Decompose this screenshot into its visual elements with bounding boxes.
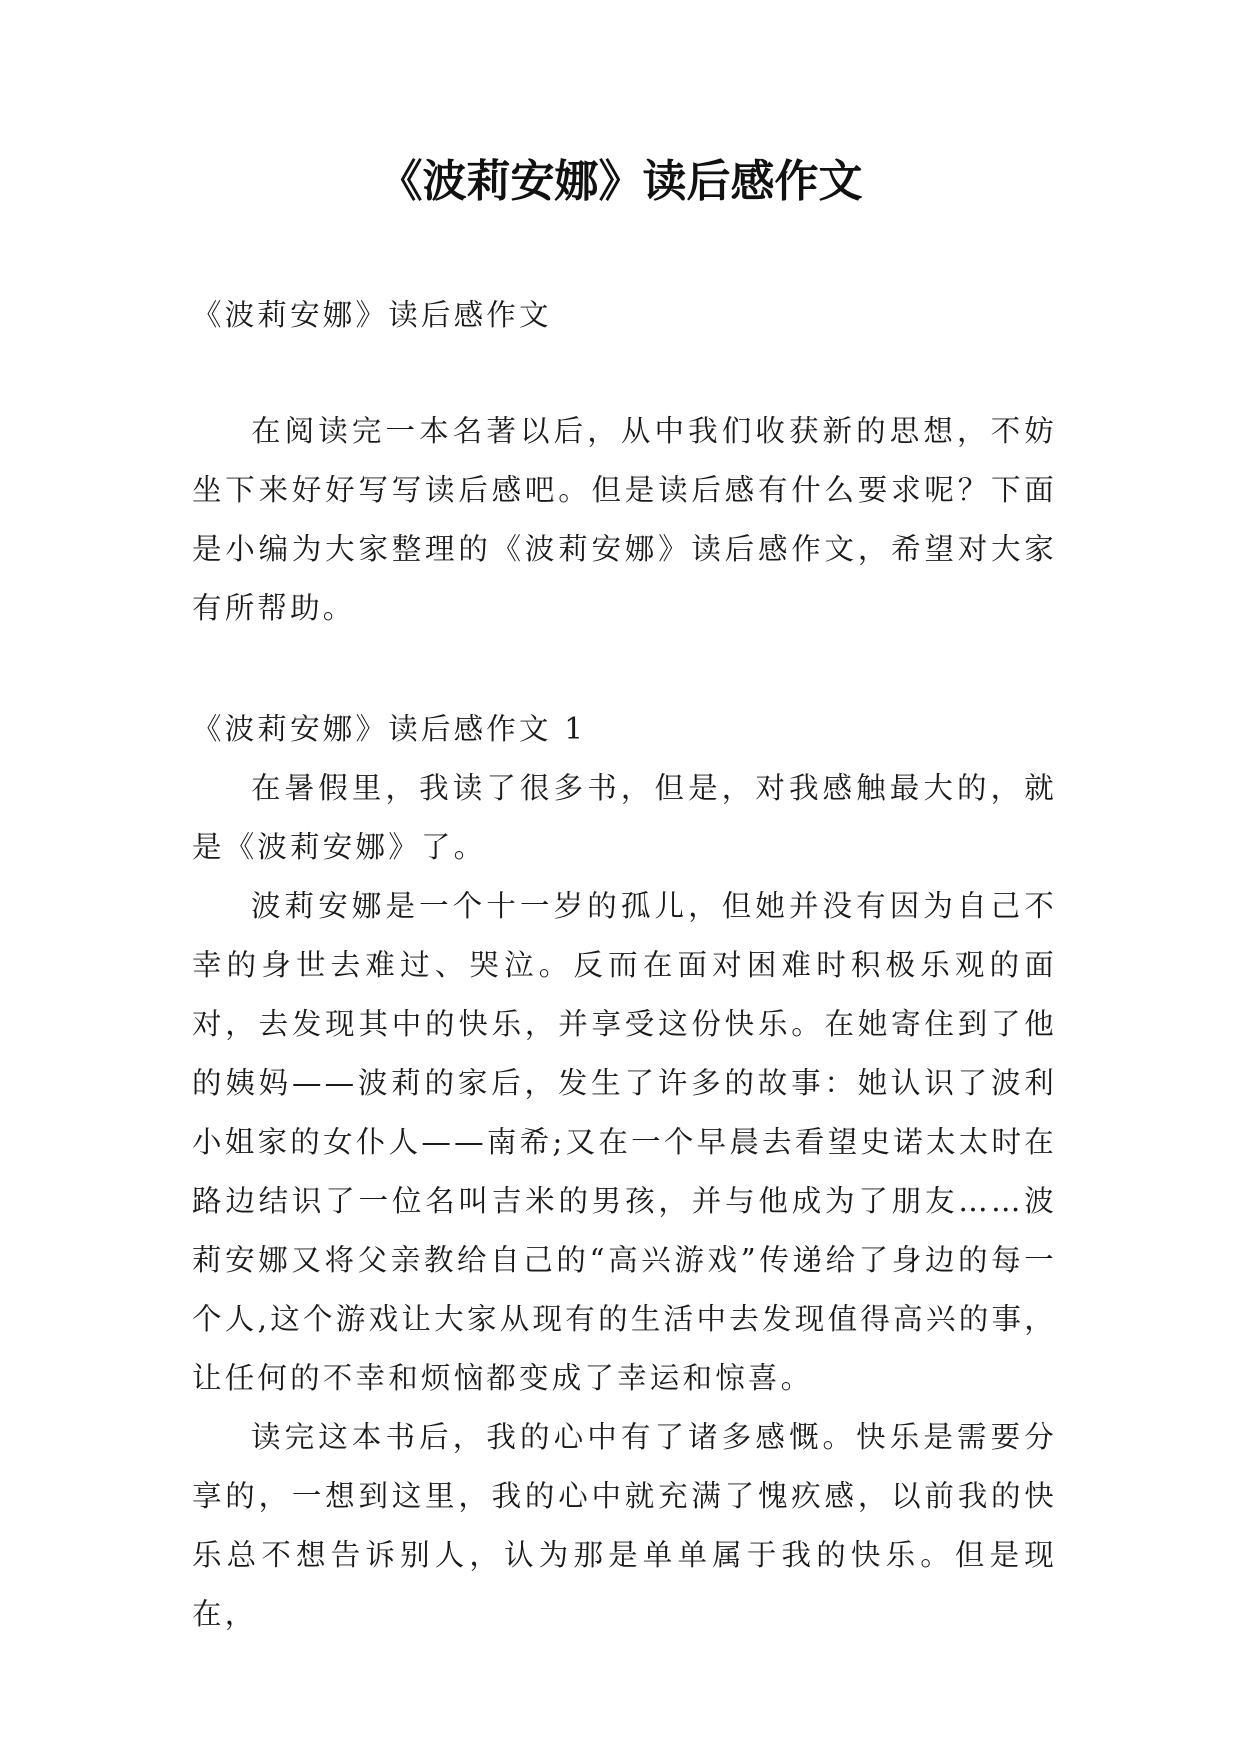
body-paragraph-2: 波莉安娜是一个十一岁的孤儿，但她并没有因为自己不幸的身世去难过、哭泣。反而在面对困难时积极乐观的面对，去发现其中的快乐，并享受这份快乐。在她寄住到了他的姨妈——波莉的家后，发生了许多的故事：她认识了波利小姐家的女仆人——南希;又在一个早晨去看望史诺太太时在路边结识了一位名叫吉米的男孩，并与他成为了朋友……波莉安娜又将父亲教给自己的“高兴游戏”传递给了身边的每一个人,这个游戏让大家从现有的生活中去发现值得高兴的事，让任何的不幸和烦恼都变成了幸运和惊喜。: [192, 889, 1057, 1395]
body-paragraph-3: 读完这本书后，我的心中有了诸多感慨。快乐是需要分享的，一想到这里，我的心中就充满了愧疚感，以前我的快乐总不想告诉别人，认为那是单单属于我的快乐。但是现在，: [192, 1420, 1057, 1631]
intro-section: [192, 402, 1057, 638]
body-paragraph-1: 在暑假里，我读了很多书，但是，对我感触最大的，就是《波莉安娜》了。: [192, 771, 1057, 864]
intro-paragraph: 在阅读完一本名著以后，从中我们收获新的思想，不妨坐下来好好写写读后感吧。但是读后感有什么要求呢？下面是小编为大家整理的《波莉安娜》读后感作文，希望对大家有所帮助。: [192, 414, 1057, 625]
section-heading: 《波莉安娜》读后感作文 1: [192, 712, 587, 746]
document-subtitle: 《波莉安娜》读后感作文: [192, 298, 552, 332]
essay-body: [192, 759, 1057, 1644]
document-title: 《波莉安娜》读后感作文: [378, 156, 863, 207]
